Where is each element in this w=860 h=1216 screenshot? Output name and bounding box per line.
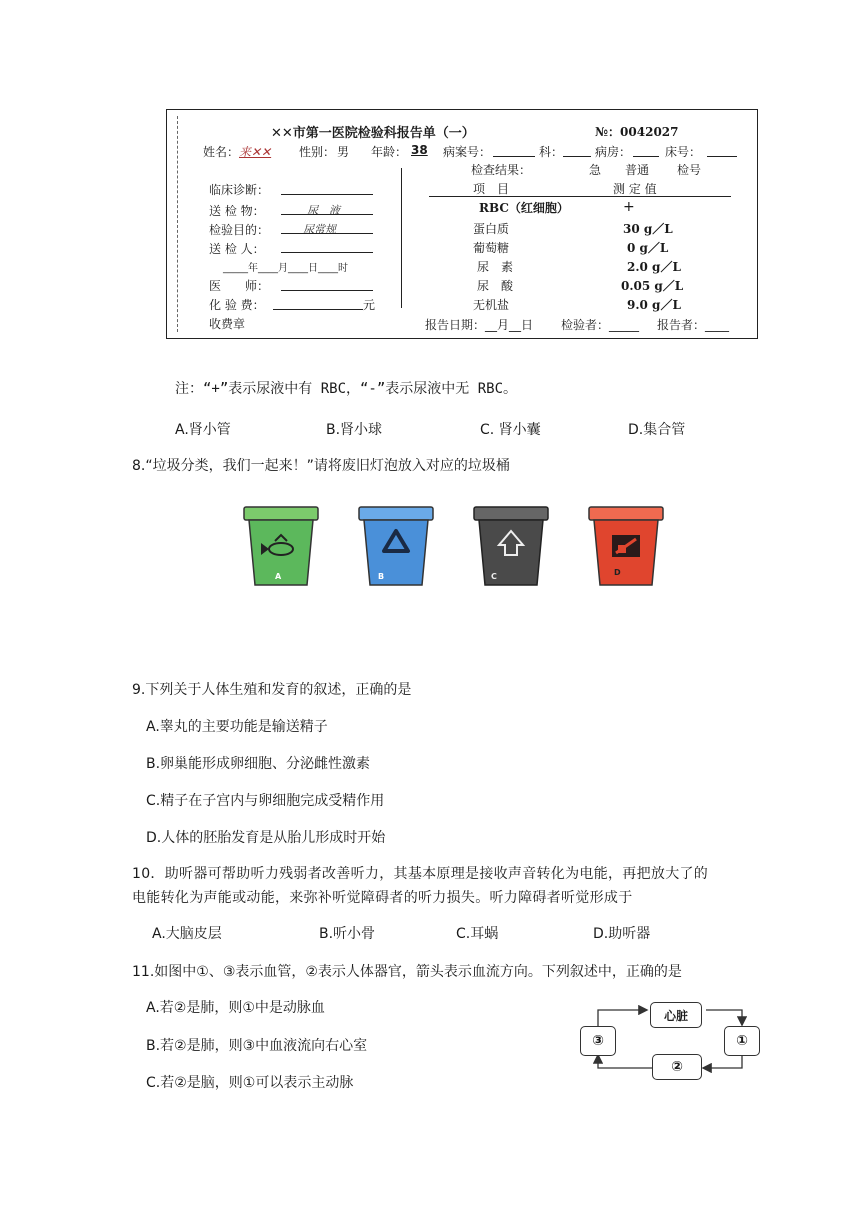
row-value-protein: 30 g／L [623,222,673,236]
reporter: 报告者：____ [657,318,730,332]
q10-option-a: A.大脑皮层 [152,926,222,942]
case-blank [493,156,535,157]
field-value-purpose: 尿常规 [303,223,336,236]
stamp-label: 收费章 [209,317,246,331]
bin-c-other-waste-icon [471,503,551,588]
field-label-sender: 送 检 人： [209,242,265,256]
row-item-salt: 无机盐 [473,298,510,312]
gender-value: 男 [337,145,350,159]
bin-c-letter: C [491,572,497,581]
q7-option-a: A.肾小管 [175,422,231,438]
q9-option-c: C.精子在子宫内与卵细胞完成受精作用 [146,793,385,809]
row-value-glucose: 0 g／L [627,241,669,255]
dept-label: 科： [539,145,564,159]
report-number: №：0042027 [595,125,679,139]
row-item-protein: 蛋白质 [473,222,510,236]
field-blank-diagnosis [281,194,373,195]
row-item-rbc: RBC（红细胞） [479,201,569,215]
field-blank-purpose [281,233,373,234]
name-value: 来✕✕ [239,145,272,159]
field-label-specimen: 送 检 物： [209,204,265,218]
age-value: 38 [411,143,428,157]
node-3-vessel: ③ [580,1026,616,1056]
row-value-salt: 9.0 g／L [627,298,681,312]
name-label: 姓名： [203,145,240,159]
row-value-uric-acid: 0.05 g／L [621,279,684,293]
left-dashed-border [177,116,178,332]
q11-option-c: C.若②是脑，则①可以表示主动脉 [146,1075,354,1091]
q11-stem: 11.如图中①、③表示血管，②表示人体器官，箭头表示血流方向。下列叙述中，正确的是 [132,964,682,980]
q10-option-c: C.耳蜗 [456,926,499,942]
bed-blank [707,156,737,157]
note-text: 注：“+”表示尿液中有 RBC，“-”表示尿液中无 RBC。 [175,381,518,397]
bin-b-letter: B [378,572,385,581]
report-date: 报告日期：__月__日 [425,318,534,332]
value-head: 测 定 值 [613,182,657,196]
q10-stem-line1: 10．助听器可帮助听力残弱者改善听力，其基本原理是接收声音转化为电能，再把放大了的 [132,866,709,882]
node-1-vessel: ① [724,1026,760,1056]
date-row: _____年____月____日____时 [223,263,348,274]
row-value-urea: 2.0 g／L [627,260,681,274]
gender-label: 性别： [299,145,336,159]
header-rule [429,196,731,197]
q9-option-b: B.卵巢能形成卵细胞、分泌雌性激素 [146,756,371,772]
dept-blank [563,156,591,157]
result-head: 检查结果： [471,163,532,177]
q11-option-a: A.若②是肺，则①中是动脉血 [146,1000,325,1016]
age-label: 年龄： [371,145,408,159]
ward-label: 病房： [595,145,632,159]
bin-a-kitchen-waste-icon [241,503,321,588]
doctor-label: 医 师： [209,279,270,293]
node-heart: 心脏 [650,1002,702,1028]
q7-option-c: C. 肾小囊 [480,422,541,438]
checker: 检验者：_____ [561,318,640,332]
bin-b-recyclable-icon [356,503,436,588]
q10-option-b: B.听小骨 [319,926,376,942]
field-label-purpose: 检验目的： [209,223,270,237]
case-label: 病案号： [443,145,492,159]
bin-a-letter: A [275,572,282,581]
q8-stem: 8.“垃圾分类，我们一起来！”请将废旧灯泡放入对应的垃圾桶 [132,458,510,474]
q9-stem: 9.下列关于人体生殖和发育的叙述，正确的是 [132,682,412,698]
check-no-label: 检号 [677,163,702,177]
report-title: ✕✕市第一医院检验科报告单（一） [271,126,475,141]
normal-label: 普通 [625,163,650,177]
field-label-diagnosis: 临床诊断： [209,183,270,197]
q11-option-b: B.若②是肺，则③中血液流向右心室 [146,1038,368,1054]
fee-label: 化 验 费： [209,298,265,312]
field-blank-sender [281,252,373,253]
item-head: 项 目 [473,182,510,196]
ward-blank [633,156,659,157]
field-value-specimen: 尿 液 [307,204,340,217]
q7-option-b: B.肾小球 [326,422,383,438]
urgent-label: 急 [589,163,602,177]
field-blank-specimen [281,214,373,215]
node-2-organ: ② [652,1054,702,1080]
bin-d-letter: D [614,568,621,577]
row-item-uric-acid: 尿 酸 [477,279,514,293]
q9-option-d: D.人体的胚胎发育是从胎儿形成时开始 [146,830,386,846]
q7-option-d: D.集合管 [628,422,686,438]
row-item-urea: 尿 素 [477,260,514,274]
fee-unit: 元 [363,298,376,312]
row-value-rbc: + [623,199,635,215]
q10-stem-line2: 电能转化为声能或动能，来弥补听觉障碍者的听力损失。听力障碍者听觉形成于 [132,890,633,906]
q10-option-d: D.助听器 [593,926,651,942]
q9-option-a: A.睾丸的主要功能是输送精子 [146,719,328,735]
bin-d-hazardous-waste-icon [586,503,666,588]
fee-blank [273,309,363,310]
bed-label: 床号： [665,145,702,159]
row-item-glucose: 葡萄糖 [473,241,510,255]
lab-report-card [166,109,758,339]
doctor-blank [281,290,373,291]
column-divider [401,168,402,308]
